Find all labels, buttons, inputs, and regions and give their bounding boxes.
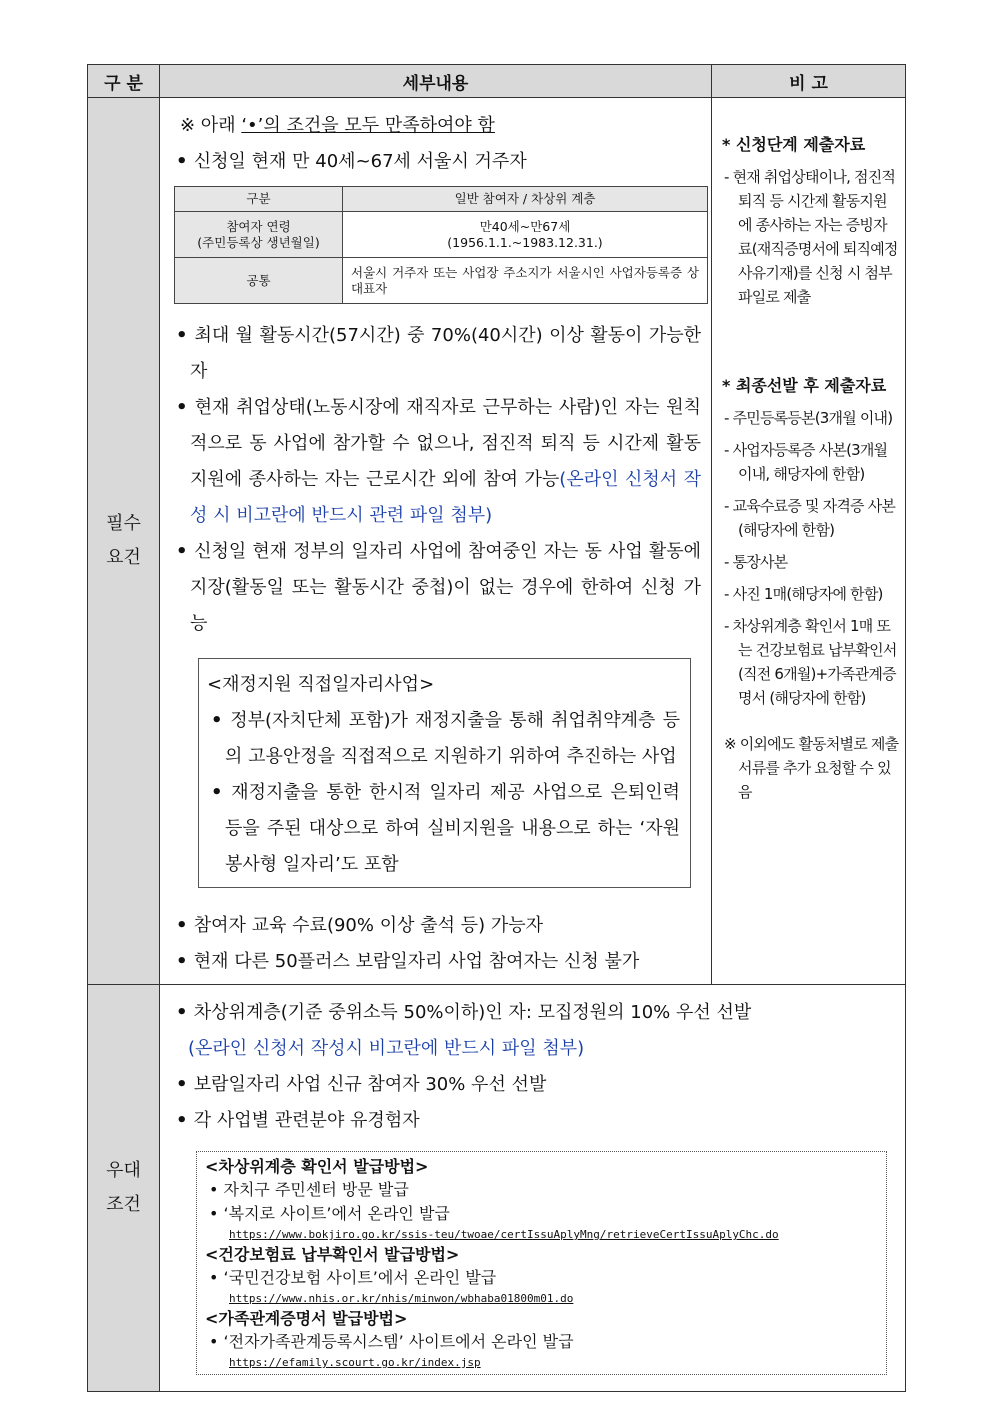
age-table-r2-label: 공통 xyxy=(175,258,343,304)
r1-value-l2: (1956.1.1.~1983.12.31.) xyxy=(447,234,603,250)
condition-underlined: ‘•’의 조건을 모두 만족하여야 함 xyxy=(241,115,495,136)
required-label-line2: 요건 xyxy=(106,547,141,568)
bullet-employed: • 현재 취업상태(노동시장에 재직자로 근무하는 사람)인 자는 원칙적으로 동 사업에 참가할 수 없으나, 점진적 퇴직 등 시간제 활동지원에 종사하는 자는 근로시간 외에 참여 가능(온라인 신청서 작성 시 비고란에 반드시 관련 파일 첨부) xyxy=(176,397,702,526)
preferred-details xyxy=(160,985,906,1392)
header-details: 세부내용 xyxy=(160,65,712,98)
issuance-h3: <가족관계증명서 발급방법> xyxy=(205,1309,408,1328)
age-table-r1-value xyxy=(343,212,708,258)
remarks-cell xyxy=(712,98,906,985)
issuance-h3-i1: • ‘전자가족관계등록시스템’ 사이트에서 온라인 발급 xyxy=(209,1332,574,1351)
bullet-gov-text: 신청일 현재 정부의 일자리 사업에 참여중인 자는 동 사업 활동에 지장(활동일 또는 활동시간 중첩)이 없는 경우에 한하여 신청 가능 xyxy=(190,541,701,634)
issuance-h1-i1: • 자치구 주민센터 방문 발급 xyxy=(209,1180,409,1199)
header-row xyxy=(88,65,906,98)
final-item-1: - 주민등록등본(3개월 이내) xyxy=(724,409,893,427)
issuance-h2: <건강보험료 납부확인서 발급방법> xyxy=(205,1245,460,1264)
preferred-label-line2: 조건 xyxy=(106,1194,141,1215)
stage-item: - 현재 취업상태이나, 점진적 퇴직 등 시간제 활동지원에 종사하는 자는 증빙자료(재직증명서에 퇴직예정 사유기재)를 신청 시 첨부파일로 제출 xyxy=(724,168,898,306)
age-table-r1-label xyxy=(175,212,343,258)
direct-job-item1: • 정부(자치단체 포함)가 재정지출을 통해 취업취약계층 등의 고용안정을 직접적으로 지원하기 위하여 추진하는 사업 xyxy=(211,710,680,767)
pref-bullet3-text: 각 사업별 관련분야 유경험자 xyxy=(193,1110,420,1131)
efamily-link[interactable]: https://efamily.scourt.go.kr/index.jsp xyxy=(229,1356,481,1369)
required-label xyxy=(88,98,160,985)
required-label-line1: 필수 xyxy=(106,513,141,534)
extra-note: ※ 이외에도 활동처별로 제출서류를 추가 요청할 수 있음 xyxy=(724,735,899,801)
preferred-row xyxy=(88,985,906,1392)
direct-job-box xyxy=(198,658,691,888)
header-remarks: 비 고 xyxy=(712,65,906,98)
direct-job-item2-text: 재정지출을 통한 한시적 일자리 제공 사업으로 은퇴인력 등을 주된 대상으로 하여 실비지원을 내용으로 하는 ‘자원봉사형 일자리’도 포함 xyxy=(225,782,680,875)
issuance-h2-i1: • ‘국민건강보험 사이트’에서 온라인 발급 xyxy=(209,1268,497,1287)
final-item-5: - 사진 1매(해당자에 한함) xyxy=(724,585,883,603)
stage-title: * 신청단계 제출자료 xyxy=(722,135,866,154)
bullet-other: • 현재 다른 50플러스 보람일자리 사업 참여자는 신청 불가 xyxy=(176,951,640,972)
bullet-edu: • 참여자 교육 수료(90% 이상 출석 등) 가능자 xyxy=(176,915,543,936)
pref-bullet2: • 보람일자리 사업 신규 참여자 30% 우선 선발 xyxy=(176,1074,547,1095)
preferred-label xyxy=(88,985,160,1392)
r1-label-l2: (주민등록상 생년월일) xyxy=(197,234,320,250)
age-table xyxy=(174,186,708,304)
pref-bullet2-text: 보람일자리 사업 신규 참여자 30% 우선 선발 xyxy=(193,1074,547,1095)
direct-job-title: <재정지원 직접일자리사업> xyxy=(207,674,435,695)
age-table-h1: 구분 xyxy=(175,187,343,212)
bullet-age: • 신청일 현재 만 40세~67세 서울시 거주자 xyxy=(176,151,527,172)
final-item-6: - 차상위계층 확인서 1매 또는 건강보험료 납부확인서(직전 6개월)+가족관계증명서 (해당자에 한함) xyxy=(724,617,897,707)
bullet-gov: • 신청일 현재 정부의 일자리 사업에 참여중인 자는 동 사업 활동에 지장(활동일 또는 활동시간 중첩)이 없는 경우에 한하여 신청 가능 xyxy=(176,541,701,634)
bokjiro-link[interactable]: https://www.bokjiro.go.kr/ssis-teu/twoae/certIssuAplyMng/retrieveCertIssuAplyChc.do xyxy=(229,1228,779,1241)
bullet-other-text: 현재 다른 50플러스 보람일자리 사업 참여자는 신청 불가 xyxy=(193,951,640,972)
direct-job-item1-text: 정부(자치단체 포함)가 재정지출을 통해 취업취약계층 등의 고용안정을 직접적으로 지원하기 위하여 추진하는 사업 xyxy=(225,710,680,767)
condition-prefix: ※ 아래 xyxy=(180,115,236,136)
pref-bullet3: • 각 사업별 관련분야 유경험자 xyxy=(176,1110,420,1131)
preferred-label-line1: 우대 xyxy=(106,1160,141,1181)
r1-value-l1: 만40세~만67세 xyxy=(479,218,571,234)
bullet-edu-text: 참여자 교육 수료(90% 이상 출석 등) 가능자 xyxy=(193,915,543,936)
final-title: * 최종선발 후 제출자료 xyxy=(722,376,887,395)
required-details xyxy=(160,98,712,985)
pref-bullet1: • 차상위계층(기준 중위소득 50%이하)인 자: 모집정원의 10% 우선 선발 xyxy=(176,1002,752,1023)
bullet-age-text: 신청일 현재 만 40세~67세 서울시 거주자 xyxy=(193,151,527,172)
header-category: 구 분 xyxy=(88,65,160,98)
requirements-table xyxy=(87,64,906,1392)
bullet-employed-text: 현재 취업상태(노동시장에 재직자로 근무하는 사람)인 자는 원칙적으로 동 사업에 참가할 수 없으나, 점진적 퇴직 등 시간제 활동지원에 종사하는 자는 근로시간 외에 참여 가능 xyxy=(190,397,701,490)
age-table-h2: 일반 참여자 / 차상위 계층 xyxy=(343,187,708,212)
issuance-h1-i2: • ‘복지로 사이트’에서 온라인 발급 xyxy=(209,1204,450,1223)
bullet-hours: • 최대 월 활동시간(57시간) 중 70%(40시간) 이상 활동이 가능한 자 xyxy=(176,325,701,382)
nhis-link[interactable]: https://www.nhis.or.kr/nhis/minwon/wbhaba01800m01.do xyxy=(229,1292,574,1305)
issuance-h1: <차상위계층 확인서 발급방법> xyxy=(205,1157,429,1176)
direct-job-item2: • 재정지출을 통한 한시적 일자리 제공 사업으로 은퇴인력 등을 주된 대상으로 하여 실비지원을 내용으로 하는 ‘자원봉사형 일자리’도 포함 xyxy=(211,782,680,875)
final-item-2: - 사업자등록증 사본(3개월 이내, 해당자에 한함) xyxy=(724,441,888,483)
bullet-hours-text: 최대 월 활동시간(57시간) 중 70%(40시간) 이상 활동이 가능한 자 xyxy=(190,325,701,382)
pref-bullet1-blue: (온라인 신청서 작성시 비고란에 반드시 파일 첨부) xyxy=(188,1038,585,1059)
r1-label-l1: 참여자 연령 xyxy=(226,218,291,234)
issuance-box xyxy=(196,1151,887,1375)
condition-note xyxy=(172,108,701,144)
age-table-r2-value: 서울시 거주자 또는 사업장 주소지가 서울시인 사업자등록증 상 대표자 xyxy=(343,258,708,304)
pref-bullet1-text: 차상위계층(기준 중위소득 50%이하)인 자: 모집정원의 10% 우선 선발 xyxy=(193,1002,752,1023)
final-item-3: - 교육수료증 및 자격증 사본(해당자에 한함) xyxy=(724,497,896,539)
bullet-employed-blue: (온라인 신청서 작성 시 비고란에 반드시 관련 파일 첨부) xyxy=(190,469,702,526)
required-row xyxy=(88,98,906,985)
final-item-4: - 통장사본 xyxy=(724,553,788,571)
